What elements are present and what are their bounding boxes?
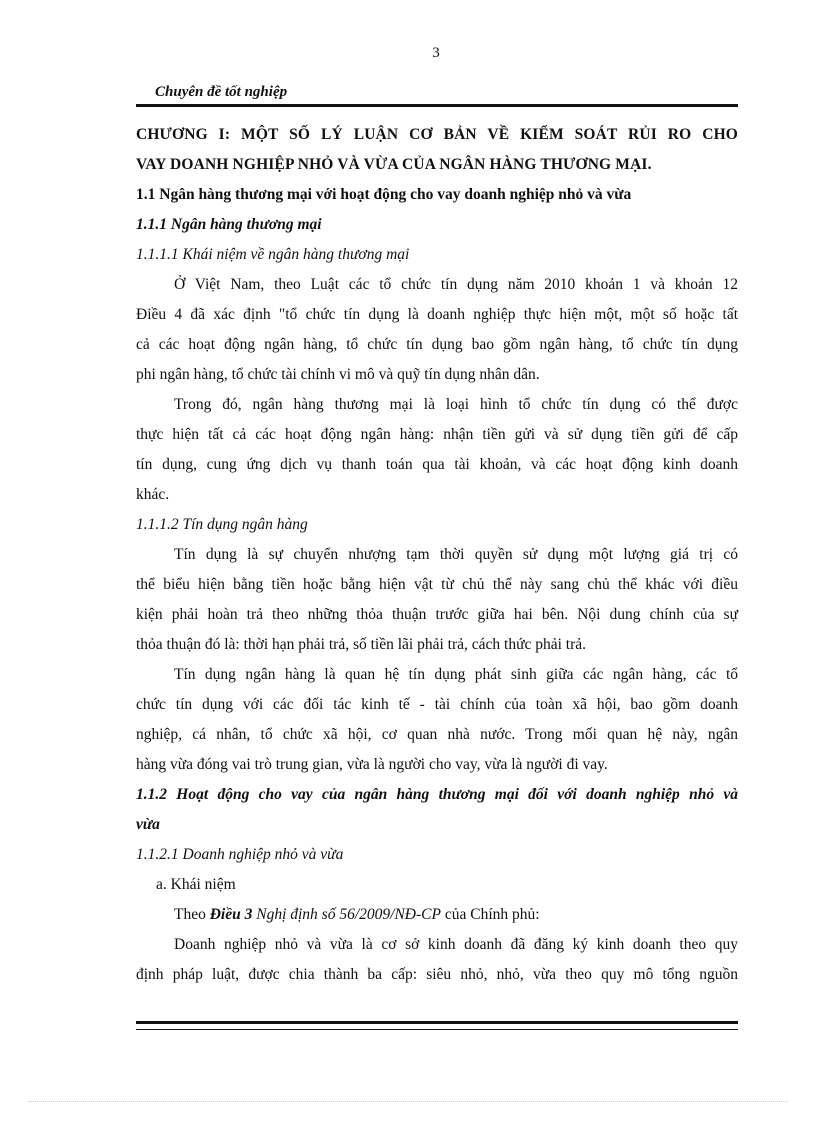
paragraph-line: hàng vừa đóng vai trò trung gian, vừa là người cho vay, vừa là người đi vay.: [136, 756, 608, 773]
paragraph-line: kiện phải hoàn trả theo những thỏa thuận trước giữa hai bên. Nội dung chính của sự: [136, 606, 738, 623]
paragraph-decree-reference: [136, 900, 738, 930]
document-body: [136, 120, 738, 990]
paragraph-sme-definition: [136, 930, 738, 990]
decree-article: Điều 3: [209, 906, 253, 923]
decree-suffix: của Chính phủ:: [440, 906, 540, 923]
paragraph-line: thể biểu hiện bằng tiền hoặc bằng hiện vật từ chủ thể này sang chủ thể khác với điều: [136, 576, 738, 593]
paragraph-bank-credit: [136, 660, 738, 780]
chapter-title-line: VAY DOANH NGHIỆP NHỎ VÀ VỪA CỦA NGÂN HÀNG THƯƠNG MẠI.: [136, 156, 652, 173]
paragraph-line: thỏa thuận đó là: thời hạn phải trả, số tiền lãi phải trả, cách thức phải trả.: [136, 636, 587, 653]
list-item-a: a. Khái niệm: [156, 876, 236, 893]
section-heading-1-1-2-1: 1.1.2.1 Doanh nghiệp nhỏ và vừa: [136, 846, 344, 863]
running-header: Chuyên đề tốt nghiệp: [155, 84, 288, 100]
paragraph-line: thực hiện tất cả các hoạt động ngân hàng: nhận tiền gửi và sử dụng tiền gửi để cấp: [136, 426, 738, 443]
decree-number: Nghị định số 56/2009/NĐ-CP: [252, 906, 441, 923]
paragraph-line: Doanh nghiệp nhỏ và vừa là cơ sở kinh doanh đã đăng ký kinh doanh theo quy: [174, 936, 738, 953]
section-heading-1-1-1: 1.1.1 Ngân hàng thương mại: [136, 216, 322, 233]
paragraph-line: chức tín dụng với các đối tác kinh tế - tài chính của toàn xã hội, bao gồm doanh: [136, 696, 738, 713]
chapter-title-line: CHƯƠNG I: MỘT SỐ LÝ LUẬN CƠ BẢN VỀ KIỂM SOÁT RỦI RO CHO: [136, 126, 738, 143]
paragraph-line: nghiệp, cá nhân, tổ chức xã hội, cơ quan nhà nước. Trong mối quan hệ này, ngân: [136, 726, 738, 743]
paragraph-line: định pháp luật, được chia thành ba cấp: siêu nhỏ, nhỏ, vừa theo quy mô tổng nguồn: [136, 966, 738, 983]
footer-rule: [136, 1021, 738, 1030]
decree-prefix: Theo: [174, 906, 210, 923]
section-heading-line: vừa: [136, 816, 160, 833]
paragraph-line: Tín dụng ngân hàng là quan hệ tín dụng phát sinh giữa các ngân hàng, các tổ: [174, 666, 738, 683]
paragraph-line: khác.: [136, 486, 170, 503]
header-rule: [136, 104, 738, 107]
section-heading-1-1-1-2: 1.1.1.2 Tín dụng ngân hàng: [136, 516, 308, 533]
page-number: 3: [432, 45, 440, 61]
paragraph-line: Tín dụng là sự chuyển nhượng tạm thời quyền sử dụng một lượng giá trị có: [174, 546, 738, 563]
paragraph-credit-definition: [136, 540, 738, 660]
chapter-title: [136, 120, 738, 180]
section-heading-1-1-1-1: 1.1.1.1 Khái niệm về ngân hàng thương mại: [136, 246, 410, 263]
paragraph-line: Điều 4 đã xác định "tổ chức tín dụng là doanh nghiệp thực hiện một, một số hoặc tất: [136, 306, 738, 323]
section-heading-1-1-2: [136, 780, 738, 840]
paragraph-line: tín dụng, cung ứng dịch vụ thanh toán qua tài khoản, và các hoạt động kinh doanh: [136, 456, 738, 473]
paragraph-definition-credit-institution: [136, 270, 738, 390]
section-heading-1-1: 1.1 Ngân hàng thương mại với hoạt động cho vay doanh nghiệp nhỏ và vừa: [136, 186, 632, 203]
paragraph-commercial-bank: [136, 390, 738, 510]
paragraph-line: cả các hoạt động ngân hàng, tổ chức tín dụng bao gồm ngân hàng, tổ chức tín dụng: [136, 336, 738, 353]
paragraph-line: Trong đó, ngân hàng thương mại là loại hình tổ chức tín dụng có thể được: [174, 396, 738, 413]
page-bottom-edge: [28, 1101, 788, 1102]
paragraph-line: Ở Việt Nam, theo Luật các tổ chức tín dụng năm 2010 khoản 1 và khoản 12: [174, 276, 738, 293]
section-heading-line: 1.1.2 Hoạt động cho vay của ngân hàng thương mại đối với doanh nghiệp nhỏ và: [136, 786, 738, 803]
paragraph-line: phi ngân hàng, tổ chức tài chính vi mô và quỹ tín dụng nhân dân.: [136, 366, 540, 383]
